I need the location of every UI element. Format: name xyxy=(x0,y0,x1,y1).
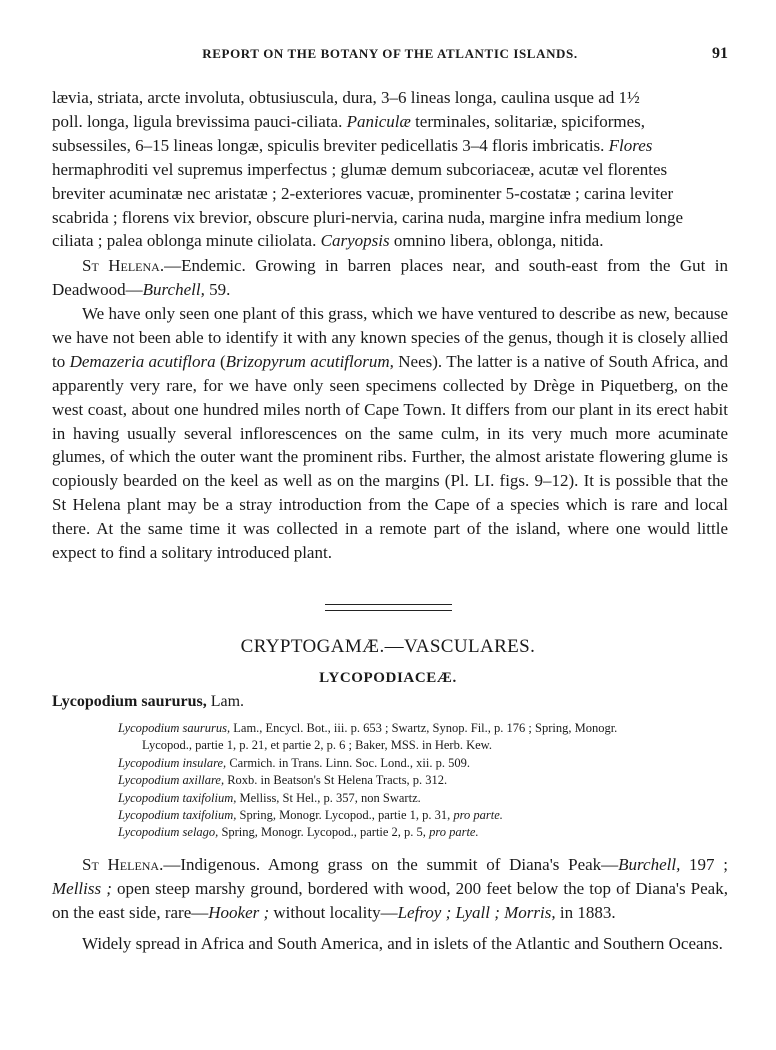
desc-line: hermaphroditi vel supremus imperfectus ; glumæ demum subcoriaceæ, acutæ vel florentes xyxy=(52,159,668,179)
locality-label: St Helena. xyxy=(82,855,164,874)
family-title: LYCOPODIACEÆ. xyxy=(319,670,457,686)
species-name: Lycopodium saururus, xyxy=(52,693,207,710)
locality-label: St Helena. xyxy=(82,256,165,275)
page-number: 91 xyxy=(712,45,728,62)
latin-description xyxy=(52,86,728,253)
desc-line: subsessiles, 6–15 lineas longæ, spiculis breviter pedicellatis 3–4 floris imbricatis. Flores xyxy=(52,135,653,155)
discussion-paragraph: We have only seen one plant of this grass, which we have ventured to describe as new, because we have not been able to identify it with any known species of the genus, though it is closely allied to Demazeria acutiflora (Brizopyrum acutiflorum, Nees). The latter is a native of South Africa, and apparently very rare, for we have only seen specimens collected by Drège in Piquetberg, on the west coast, about one hundred miles north of Cape Town. It differs from our plant in its erect habit in having usually several inflorescences on the same culm, in its very much more acuminate glumes, of which the outer want the prominent ribs. Further, the almost aristate flowering glume is copiously bearded on the keel as well as on the margins (Pl. LI. figs. 9–12). It is possible that the St Helena plant may be a stray introduction from the Cape of a species which is rare and local there. At the same time it was collected in a remote part of the island, where one would little expect to find a solitary introduced plant. xyxy=(52,304,728,563)
synonym-entry: Lycopodium insulare, Carmich. in Trans. Linn. Soc. Lond., xii. p. 509. xyxy=(118,755,470,770)
desc-line: ciliata ; palea oblonga minute ciliolata. Caryopsis omnino libera, oblonga, nitida. xyxy=(52,231,604,251)
desc-line: scabrida ; florens vix brevior, obscure pluri-nervia, carina nuda, margine infra medium longe xyxy=(52,207,684,227)
running-head: REPORT ON THE BOTANY OF THE ATLANTIC ISLANDS. xyxy=(202,46,578,61)
locality-paragraph-1: St Helena.—Endemic. Growing in barren places near, and south-east from the Gut in Deadwood—Burchell, 59. xyxy=(52,256,728,299)
synonym-entry: Lycopodium axillare, Roxb. in Beatson's St Helena Tracts, p. 312. xyxy=(118,773,448,788)
section-divider xyxy=(325,604,452,611)
desc-line: breviter acuminatæ nec aristatæ ; 2-exteriores vacuæ, prominenter 5-costatæ ; carina leviter xyxy=(52,183,674,203)
synonym-entry-continued: Lycopod., partie 1, p. 21, et partie 2, p. 6 ; Baker, MSS. in Herb. Kew. xyxy=(142,738,493,753)
section-title: CRYPTOGAMÆ.—VASCULARES. xyxy=(240,636,536,657)
synonym-list xyxy=(118,720,730,842)
page-header xyxy=(52,46,728,68)
species-author: Lam. xyxy=(206,693,245,710)
synonym-entry: Lycopodium taxifolium, Spring, Monogr. Lycopod., partie 1, p. 31, pro parte. xyxy=(118,808,503,823)
synonym-entry: Lycopodium selago, Spring, Monogr. Lycopod., partie 2, p. 5, pro parte. xyxy=(118,825,479,840)
desc-line: poll. longa, ligula brevissima pauci-ciliata. Paniculæ terminales, solitariæ, spiciformes, xyxy=(52,111,645,131)
distribution-paragraph: Widely spread in Africa and South America, and in islets of the Atlantic and Southern Oceans. xyxy=(82,934,723,953)
species-heading xyxy=(52,693,244,711)
synonym-entry: Lycopodium saururus, Lam., Encycl. Bot., iii. p. 653 ; Swartz, Synop. Fil., p. 176 ; Spring, Monogr. xyxy=(118,721,618,735)
desc-line: lævia, striata, arcte involuta, obtusiuscula, dura, 3–6 lineas longa, caulina usque ad 1½ xyxy=(52,88,640,107)
locality-paragraph-2: St Helena.—Indigenous. Among grass on the summit of Diana's Peak—Burchell, 197 ; Melliss ; open steep marshy ground, bordered with wood, 200 feet below the top of Diana's Peak, on the east side, rare—Hooker ; without locality—Lefroy ; Lyall ; Morris, in 1883. xyxy=(52,855,728,922)
synonym-entry: Lycopodium taxifolium, Melliss, St Hel., p. 357, non Swartz. xyxy=(118,790,421,805)
